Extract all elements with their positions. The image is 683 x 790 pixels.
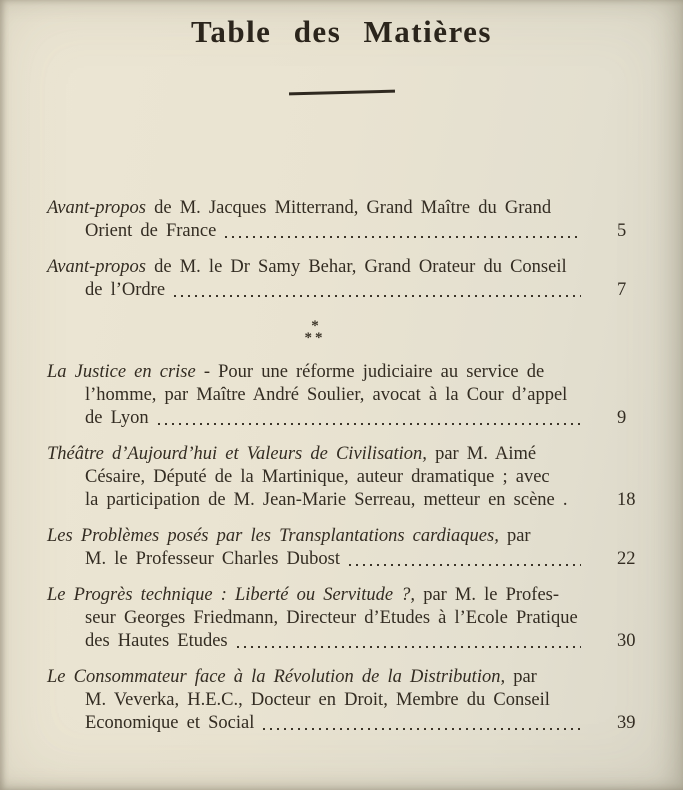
toc-text: de M. Jacques Mitterrand, Grand Maître du Grand bbox=[146, 198, 552, 218]
toc-title-italic: Théâtre d’Aujourd’hui et Valeurs de Civilisation, bbox=[47, 444, 427, 464]
blank-leader bbox=[577, 505, 581, 507]
title-rule bbox=[288, 90, 394, 96]
toc-text: Economique et Social bbox=[85, 713, 255, 733]
toc-line bbox=[47, 584, 643, 607]
page-number: 9 bbox=[617, 408, 627, 428]
toc-line bbox=[47, 279, 643, 302]
toc-text: seur Georges Friedmann, Directeur d’Etudes à l’Ecole Pratique bbox=[85, 608, 578, 628]
toc-text: l’homme, par Maître André Soulier, avocat à la Cour d’appel bbox=[85, 385, 568, 405]
toc-line bbox=[47, 443, 643, 466]
toc-entry bbox=[47, 361, 643, 430]
toc-title-italic: Le Progrès technique : Liberté ou Servitude ?, bbox=[47, 585, 416, 605]
toc-line bbox=[47, 407, 643, 430]
page-number: 30 bbox=[617, 631, 636, 651]
toc-text: - Pour une réforme judiciaire au service de bbox=[195, 362, 545, 382]
page-number: 18 bbox=[617, 490, 636, 510]
toc-title-italic: Le Consommateur face à la Révolution de la Distribution, bbox=[47, 667, 506, 687]
toc-entry bbox=[47, 666, 643, 735]
toc-line bbox=[47, 384, 643, 407]
toc-entry bbox=[47, 256, 643, 302]
dotted-leader bbox=[237, 646, 581, 648]
toc-text: M. Veverka, H.E.C., Docteur en Droit, Membre du Conseil bbox=[85, 690, 550, 710]
dotted-leader bbox=[174, 295, 581, 297]
toc-title-italic: La Justice en crise bbox=[47, 362, 196, 382]
toc-title-italic: Avant-propos bbox=[47, 257, 147, 277]
table-of-contents bbox=[0, 197, 683, 735]
toc-line bbox=[47, 525, 643, 548]
section-separator bbox=[47, 320, 583, 344]
page-number: 22 bbox=[617, 549, 636, 569]
toc-text: la participation de M. Jean-Marie Serreau, metteur en scène . bbox=[85, 490, 568, 510]
toc-line bbox=[47, 607, 643, 630]
toc-line bbox=[47, 666, 643, 689]
dotted-leader bbox=[225, 236, 581, 238]
toc-title-italic: Avant-propos bbox=[47, 198, 147, 218]
dotted-leader bbox=[263, 728, 581, 730]
page-title: Table des Matières bbox=[191, 14, 492, 49]
toc-text: par M. le Profes- bbox=[415, 585, 560, 605]
toc-text: de M. le Dr Samy Behar, Grand Orateur du Conseil bbox=[146, 257, 567, 277]
toc-line bbox=[47, 712, 643, 735]
toc-text: M. le Professeur Charles Dubost bbox=[85, 549, 340, 569]
toc-line bbox=[47, 197, 643, 220]
toc-entry bbox=[47, 584, 643, 653]
toc-entry bbox=[47, 525, 643, 571]
toc-line bbox=[47, 489, 643, 512]
toc-line bbox=[47, 256, 643, 279]
toc-text: de Lyon bbox=[85, 408, 149, 428]
toc-line bbox=[47, 220, 643, 243]
dotted-leader bbox=[158, 423, 581, 425]
toc-title-italic: Les Problèmes posés par les Transplantations cardiaques, bbox=[47, 526, 499, 546]
toc-line bbox=[47, 466, 643, 489]
toc-text: Césaire, Député de la Martinique, auteur dramatique ; avec bbox=[85, 467, 550, 487]
toc-entry bbox=[47, 443, 643, 512]
toc-text: Orient de France bbox=[85, 221, 217, 241]
page-number: 5 bbox=[617, 221, 627, 241]
toc-text: par bbox=[498, 526, 531, 546]
page-number: 39 bbox=[617, 713, 636, 733]
toc-text: de l’Ordre bbox=[85, 280, 166, 300]
toc-line bbox=[47, 630, 643, 653]
dotted-leader bbox=[349, 564, 581, 566]
toc-text: par bbox=[505, 667, 537, 687]
toc-line bbox=[47, 548, 643, 571]
toc-line bbox=[47, 361, 643, 384]
page-number: 7 bbox=[617, 280, 627, 300]
asterisk-top: * bbox=[311, 318, 319, 334]
toc-line bbox=[47, 689, 643, 712]
toc-text: par M. Aimé bbox=[426, 444, 537, 464]
asterisk-bottom: ** bbox=[304, 330, 326, 346]
toc-text: des Hautes Etudes bbox=[85, 631, 228, 651]
toc-entry bbox=[47, 197, 643, 243]
